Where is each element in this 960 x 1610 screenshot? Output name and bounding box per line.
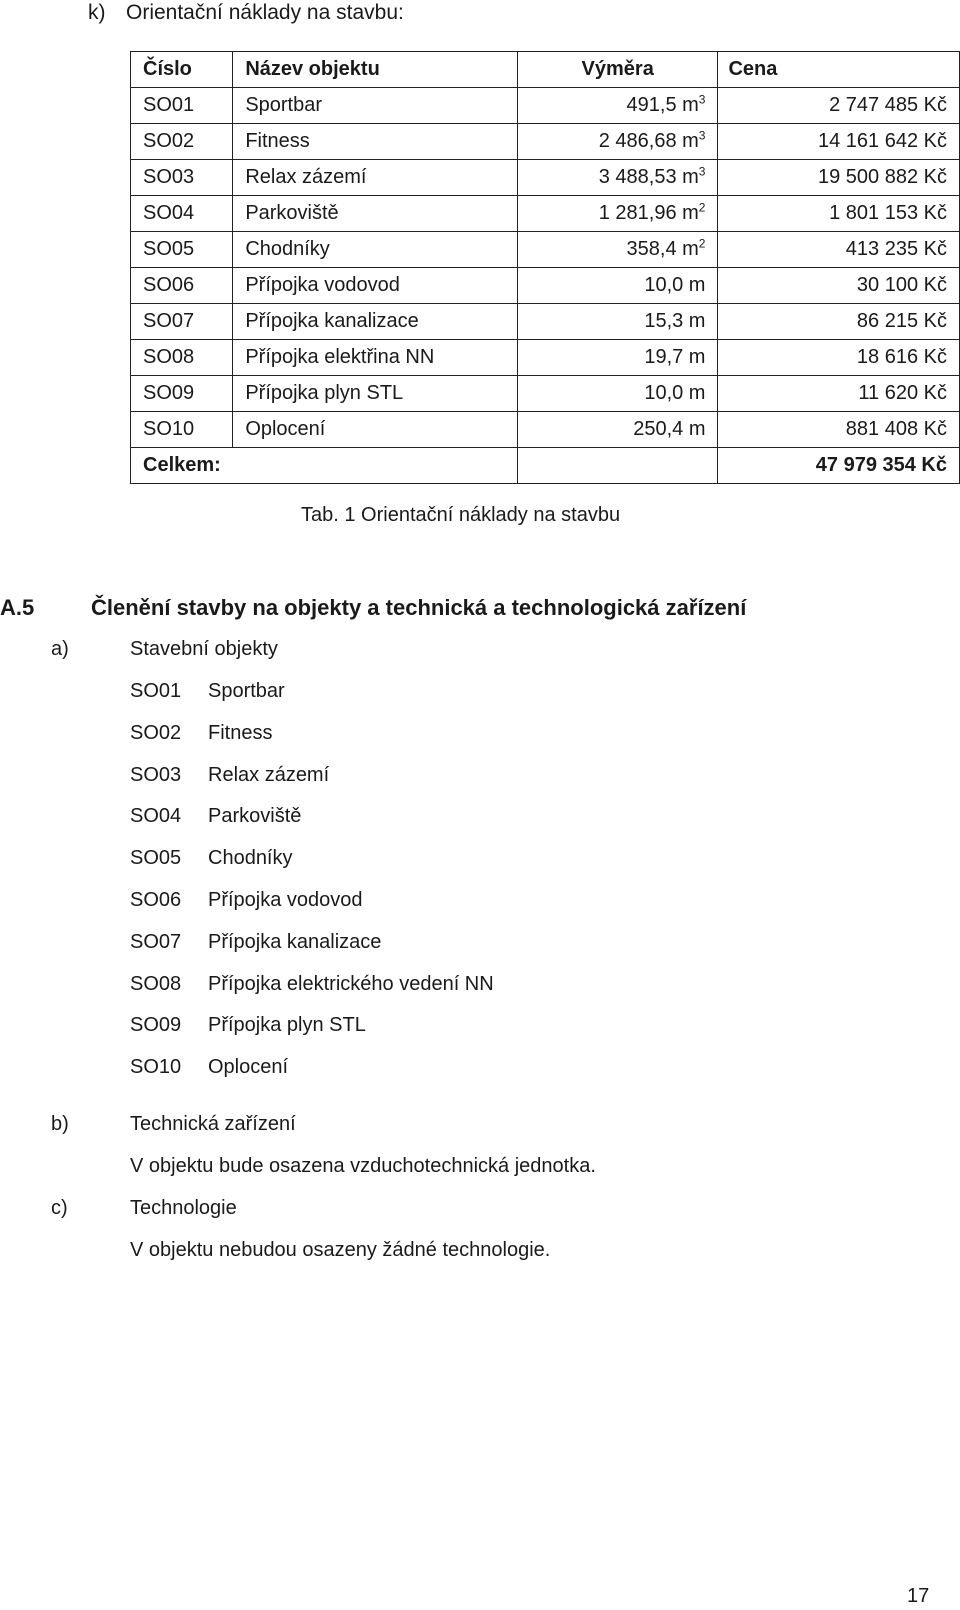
page-number: 17 (907, 1585, 930, 1607)
list-item-name: Chodníky (208, 847, 293, 870)
total-spacer (233, 448, 518, 484)
row-area (517, 376, 718, 412)
row-area-value: 19,7 m (644, 346, 706, 368)
row-code: SO07 (131, 304, 233, 340)
row-area (517, 412, 718, 448)
row-area-value: 2 486,68 m (598, 130, 699, 152)
row-area-value: 3 488,53 m (598, 166, 699, 188)
list-item-code: SO06 (130, 889, 182, 911)
row-name: Parkoviště (233, 196, 518, 232)
table-row (131, 124, 960, 160)
list-item-name: Relax zázemí (208, 763, 330, 786)
header-vymera: Výměra (517, 52, 718, 88)
list-item-name: Sportbar (208, 680, 285, 702)
row-area (517, 196, 718, 232)
row-area-value: 491,5 m (626, 94, 699, 116)
row-area (517, 268, 718, 304)
row-name: Přípojka kanalizace (233, 304, 518, 340)
row-area (517, 124, 718, 160)
row-area-exponent: 2 (698, 236, 706, 251)
row-price: 2 747 485 Kč (718, 88, 960, 124)
table-row (131, 376, 960, 412)
list-item (130, 680, 285, 703)
table-caption: Tab. 1 Orientační náklady na stavbu (301, 504, 621, 526)
list-item-code: SO02 (130, 721, 182, 744)
part-b-text: V objektu bude osazena vzduchotechnická jednotka. (130, 1155, 596, 1177)
list-item-code: SO09 (130, 1014, 182, 1037)
row-code: SO06 (131, 268, 233, 304)
list-item-name: Přípojka elektrického vedení NN (208, 972, 494, 995)
subsection-title: Orientační náklady na stavbu: (126, 1, 404, 24)
row-price: 11 620 Kč (718, 376, 960, 412)
row-area-value: 10,0 m (644, 274, 706, 296)
total-empty-cell (517, 448, 718, 484)
list-item (130, 805, 301, 828)
list-item-code: SO01 (130, 680, 182, 702)
subsection-heading (88, 0, 404, 26)
list-item (130, 847, 293, 870)
row-name: Přípojka plyn STL (233, 376, 518, 412)
total-label: Celkem: (131, 448, 233, 484)
row-price: 18 616 Kč (718, 340, 960, 376)
row-area (517, 88, 718, 124)
row-code: SO09 (131, 376, 233, 412)
row-code: SO03 (131, 160, 233, 196)
row-name: Přípojka vodovod (233, 268, 518, 304)
table-row (131, 160, 960, 196)
table-total-row (131, 448, 960, 484)
header-nazev: Název objektu (233, 52, 518, 88)
list-item (130, 889, 363, 912)
row-area (517, 340, 718, 376)
row-area-exponent: 3 (698, 128, 706, 143)
list-item-name: Přípojka plyn STL (208, 1014, 366, 1037)
table-row (131, 340, 960, 376)
part-a-label: a) (51, 638, 69, 660)
row-area-value: 15,3 m (644, 310, 706, 332)
section-title: Členění stavby na objekty a technická a technologická zařízení (91, 595, 747, 620)
row-name: Sportbar (233, 88, 518, 124)
list-item-code: SO04 (130, 805, 182, 828)
row-name: Oplocení (233, 412, 518, 448)
row-price: 413 235 Kč (718, 232, 960, 268)
row-area (517, 304, 718, 340)
section-number: A.5 (0, 595, 35, 620)
header-cislo: Číslo (131, 52, 233, 88)
row-area-exponent: 2 (698, 200, 706, 215)
row-name: Chodníky (233, 232, 518, 268)
row-code: SO10 (131, 412, 233, 448)
row-area (517, 160, 718, 196)
row-area-exponent: 3 (698, 164, 706, 179)
row-name: Fitness (233, 124, 518, 160)
list-item-code: SO08 (130, 972, 182, 995)
part-c-title: Technologie (130, 1197, 237, 1219)
list-item-name: Oplocení (208, 1056, 289, 1079)
part-c-label: c) (51, 1197, 68, 1219)
part-b-label: b) (51, 1113, 69, 1135)
table-header-row (131, 52, 960, 88)
row-area-value: 1 281,96 m (598, 202, 699, 224)
row-area-value: 10,0 m (644, 382, 706, 404)
list-item-code: SO07 (130, 930, 182, 953)
row-code: SO02 (131, 124, 233, 160)
row-code: SO05 (131, 232, 233, 268)
table-row (131, 88, 960, 124)
list-item (130, 1056, 288, 1079)
list-item-name: Parkoviště (208, 805, 302, 828)
row-code: SO04 (131, 196, 233, 232)
list-item (130, 973, 494, 996)
table-row (131, 196, 960, 232)
part-a-title: Stavební objekty (130, 638, 278, 660)
part-c-text: V objektu nebudou osazeny žádné technologie. (130, 1239, 551, 1261)
list-item (130, 931, 381, 954)
row-price: 1 801 153 Kč (718, 196, 960, 232)
row-price: 14 161 642 Kč (718, 124, 960, 160)
list-item-code: SO10 (130, 1056, 182, 1079)
row-area-exponent: 3 (698, 92, 706, 107)
total-value: 47 979 354 Kč (718, 448, 960, 484)
list-item-name: Přípojka vodovod (208, 889, 363, 911)
row-area (517, 232, 718, 268)
cost-table (130, 51, 960, 484)
row-price: 881 408 Kč (718, 412, 960, 448)
row-price: 86 215 Kč (718, 304, 960, 340)
table-row (131, 412, 960, 448)
row-area-value: 250,4 m (633, 418, 706, 440)
row-price: 19 500 882 Kč (718, 160, 960, 196)
list-item-name: Fitness (208, 721, 273, 744)
row-code: SO01 (131, 88, 233, 124)
row-name: Přípojka elektřina NN (233, 340, 518, 376)
table-row (131, 232, 960, 268)
list-item-code: SO05 (130, 847, 182, 870)
list-item-code: SO03 (130, 763, 182, 786)
row-code: SO08 (131, 340, 233, 376)
row-price: 30 100 Kč (718, 268, 960, 304)
list-item (130, 764, 329, 787)
table-row (131, 268, 960, 304)
row-area-value: 358,4 m (626, 238, 699, 260)
part-b-title: Technická zařízení (130, 1113, 296, 1135)
table-row (131, 304, 960, 340)
row-name: Relax zázemí (233, 160, 518, 196)
header-cena: Cena (718, 52, 960, 88)
subsection-label: k) (88, 1, 106, 24)
list-item (130, 722, 272, 745)
list-item (130, 1014, 366, 1037)
list-item-name: Přípojka kanalizace (208, 930, 382, 953)
